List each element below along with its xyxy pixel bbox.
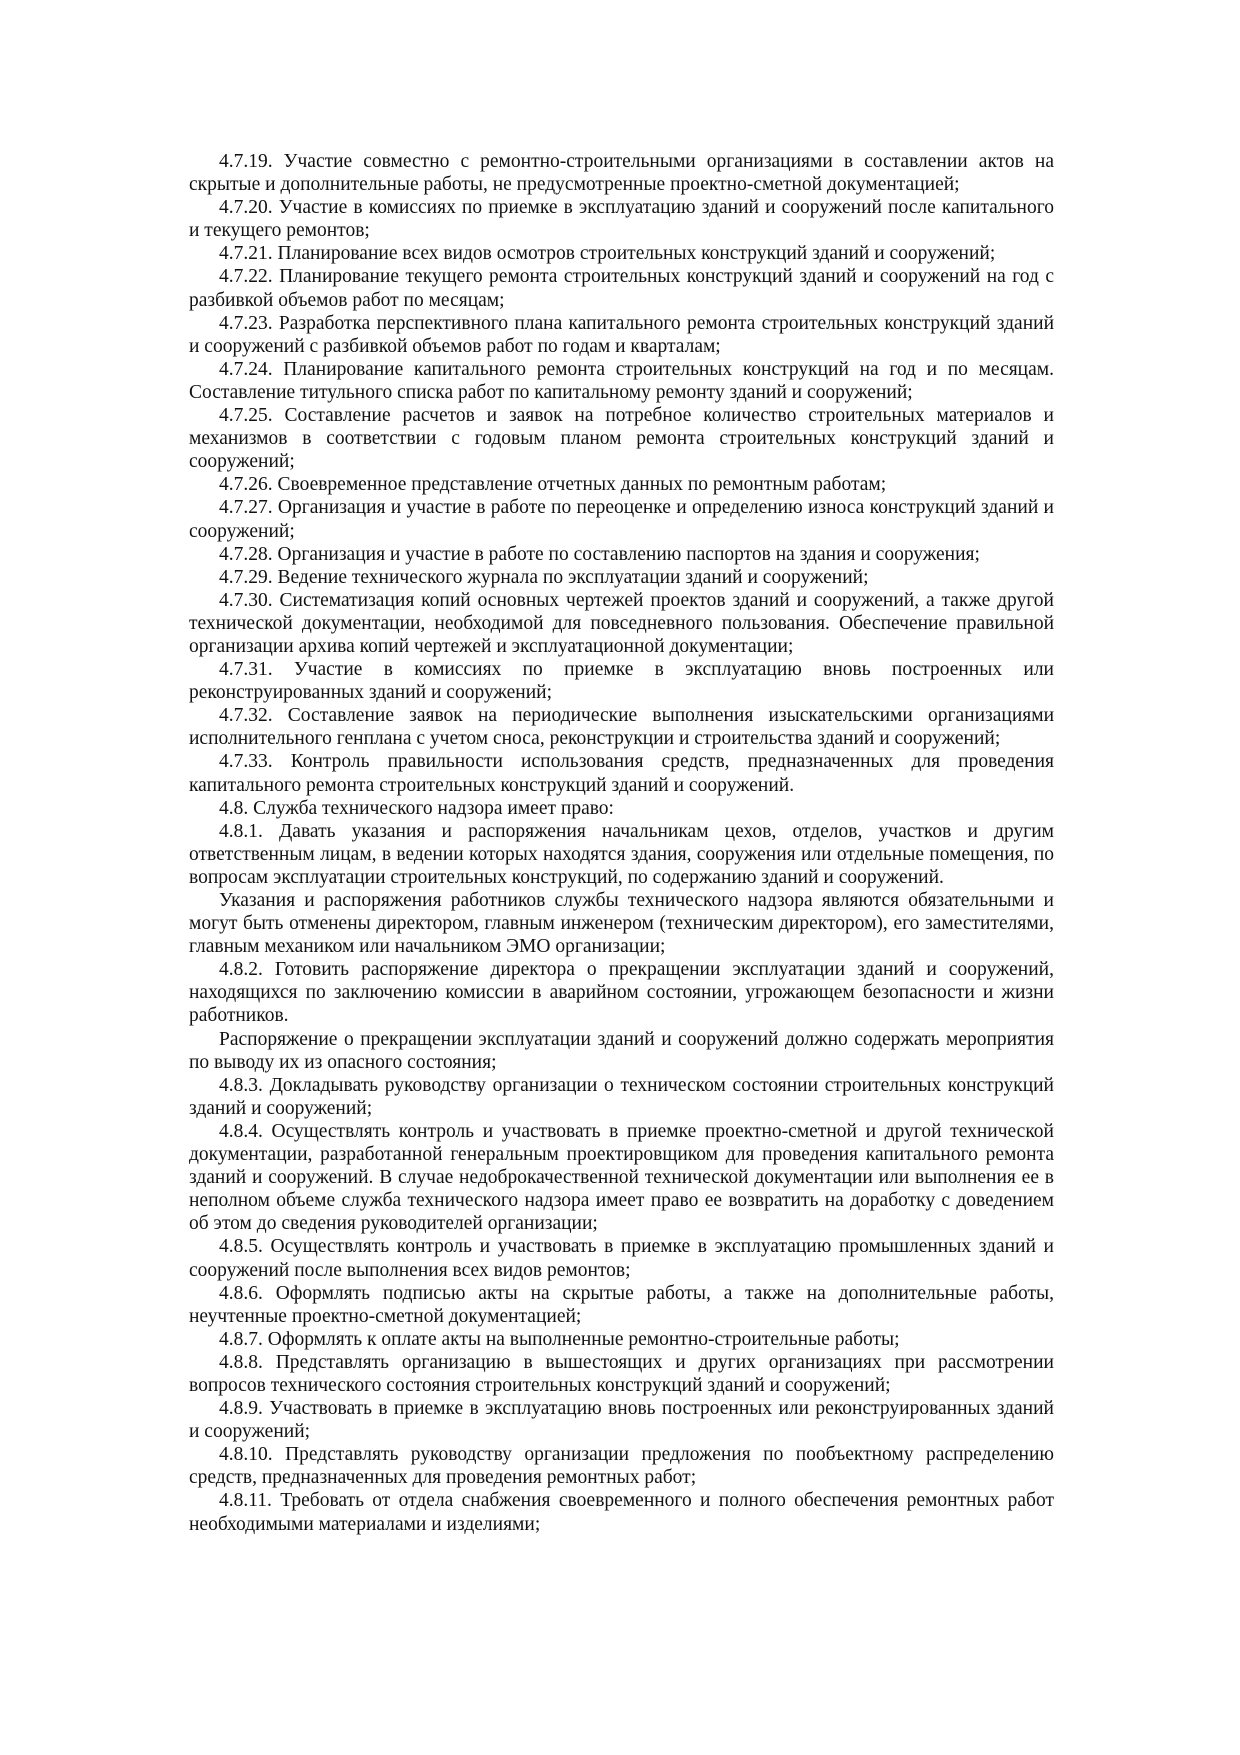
paragraph-4-7-32: 4.7.32. Составление заявок на периодические выполнения изыскательскими организациями исполнительного генплана с учетом сноса, реконструкции и строительства зданий и сооружений; — [189, 705, 1054, 750]
paragraph-4-7-33: 4.7.33. Контроль правильности использования средств, предназначенных для проведения капитального ремонта строительных конструкций зданий и сооружений. — [189, 751, 1054, 796]
paragraph-4-8-3: 4.8.3. Докладывать руководству организации о техническом состоянии строительных конструкций зданий и сооружений; — [189, 1074, 1054, 1119]
paragraph-4-8-7: 4.8.7. Оформлять к оплате акты на выполненные ремонтно-строительные работы; — [219, 1328, 900, 1350]
paragraph-4-8-8: 4.8.8. Представлять организацию в вышестоящих и других организациях при рассмотрении вопросов технического состояния строительных конструкций зданий и сооружений; — [189, 1351, 1054, 1396]
paragraph-4-7-25: 4.7.25. Составление расчетов и заявок на потребное количество строительных материалов и механизмов в соответствии с годовым планом ремонта строительных конструкций зданий и сооружений; — [189, 405, 1054, 473]
paragraph-4-8-11: 4.8.11. Требовать от отдела снабжения своевременного и полного обеспечения ремонтных работ необходимыми материалами и изделиями; — [189, 1490, 1054, 1535]
paragraph-4-7-31: 4.7.31. Участие в комиссиях по приемке в эксплуатацию вновь построенных или реконструированных зданий и сооружений; — [189, 659, 1054, 704]
paragraph-4-8-4: 4.8.4. Осуществлять контроль и участвовать в приемке проектно-сметной и другой технической документации, разработанной генеральным проектировщиком для проведения капитального ремонта зданий и сооружений. В случае недоброкачественной технической документации или выполнения ее в неполном объеме служба технического надзора имеет право ее возвратить на доработку с доведением об этом до сведения руководителей организации; — [189, 1120, 1054, 1235]
paragraph-4-7-27: 4.7.27. Организация и участие в работе по переоценке и определению износа конструкций зданий и сооружений; — [189, 497, 1054, 542]
paragraph-4-7-29: 4.7.29. Ведение технического журнала по эксплуатации зданий и сооружений; — [219, 566, 869, 588]
paragraph-4-7-28: 4.7.28. Организация и участие в работе по составлению паспортов на здания и сооружения; — [219, 543, 980, 565]
paragraph-4-8-2-note: Распоряжение о прекращении эксплуатации зданий и сооружений должно содержать мероприятия по выводу их из опасного состояния; — [189, 1028, 1054, 1073]
paragraph-4-7-30: 4.7.30. Систематизация копий основных чертежей проектов зданий и сооружений, а также другой технической документации, необходимой для повседневного пользования. Обеспечение правильной организации архива копий чертежей и эксплуатационной документации; — [189, 589, 1054, 657]
paragraph-4-8-9: 4.8.9. Участвовать в приемке в эксплуатацию вновь построенных или реконструированных зданий и сооружений; — [189, 1398, 1054, 1443]
paragraph-4-7-19: 4.7.19. Участие совместно с ремонтно-строительными организациями в составлении актов на скрытые и дополнительные работы, не предусмотренные проектно-сметной документацией; — [189, 151, 1054, 196]
paragraph-4-7-23: 4.7.23. Разработка перспективного плана капитального ремонта строительных конструкций зданий и сооружений с разбивкой объемов работ по годам и кварталам; — [189, 312, 1054, 357]
paragraph-4-8-1: 4.8.1. Давать указания и распоряжения начальникам цехов, отделов, участков и другим ответственным лицам, в ведении которых находятся здания, сооружения или отдельные помещения, по вопросам эксплуатации строительных конструкций, по содержанию зданий и сооружений. — [189, 820, 1054, 888]
paragraph-4-8-10: 4.8.10. Представлять руководству организации предложения по пообъектному распределению средств, предназначенных для проведения ремонтных работ; — [189, 1444, 1054, 1489]
section-heading-4-8: 4.8. Служба технического надзора имеет право: — [219, 797, 614, 819]
paragraph-4-8-2: 4.8.2. Готовить распоряжение директора о прекращении эксплуатации зданий и сооружений, находящихся по заключению комиссии в аварийном состоянии, угрожающем безопасности и жизни работников. — [189, 959, 1054, 1027]
paragraph-4-8-1-note: Указания и распоряжения работников службы технического надзора являются обязательными и могут быть отменены директором, главным инженером (техническим директором), его заместителями, главным механиком или начальником ЭМО организации; — [189, 890, 1054, 958]
document-page — [189, 150, 1054, 1536]
paragraph-4-8-5: 4.8.5. Осуществлять контроль и участвовать в приемке в эксплуатацию промышленных зданий и сооружений после выполнения всех видов ремонтов; — [189, 1236, 1054, 1281]
paragraph-4-7-26: 4.7.26. Своевременное представление отчетных данных по ремонтным работам; — [219, 474, 887, 496]
paragraph-4-8-6: 4.8.6. Оформлять подписью акты на скрытые работы, а также на дополнительные работы, неучтенные проектно-сметной документацией; — [189, 1282, 1054, 1327]
paragraph-4-7-20: 4.7.20. Участие в комиссиях по приемке в эксплуатацию зданий и сооружений после капитального и текущего ремонтов; — [189, 197, 1054, 242]
paragraph-4-7-22: 4.7.22. Планирование текущего ремонта строительных конструкций зданий и сооружений на год с разбивкой объемов работ по месяцам; — [189, 266, 1054, 311]
paragraph-4-7-21: 4.7.21. Планирование всех видов осмотров строительных конструкций зданий и сооружений; — [219, 243, 996, 265]
paragraph-4-7-24: 4.7.24. Планирование капитального ремонта строительных конструкций на год и по месяцам. Составление титульного списка работ по капитальному ремонту зданий и сооружений; — [189, 358, 1054, 403]
